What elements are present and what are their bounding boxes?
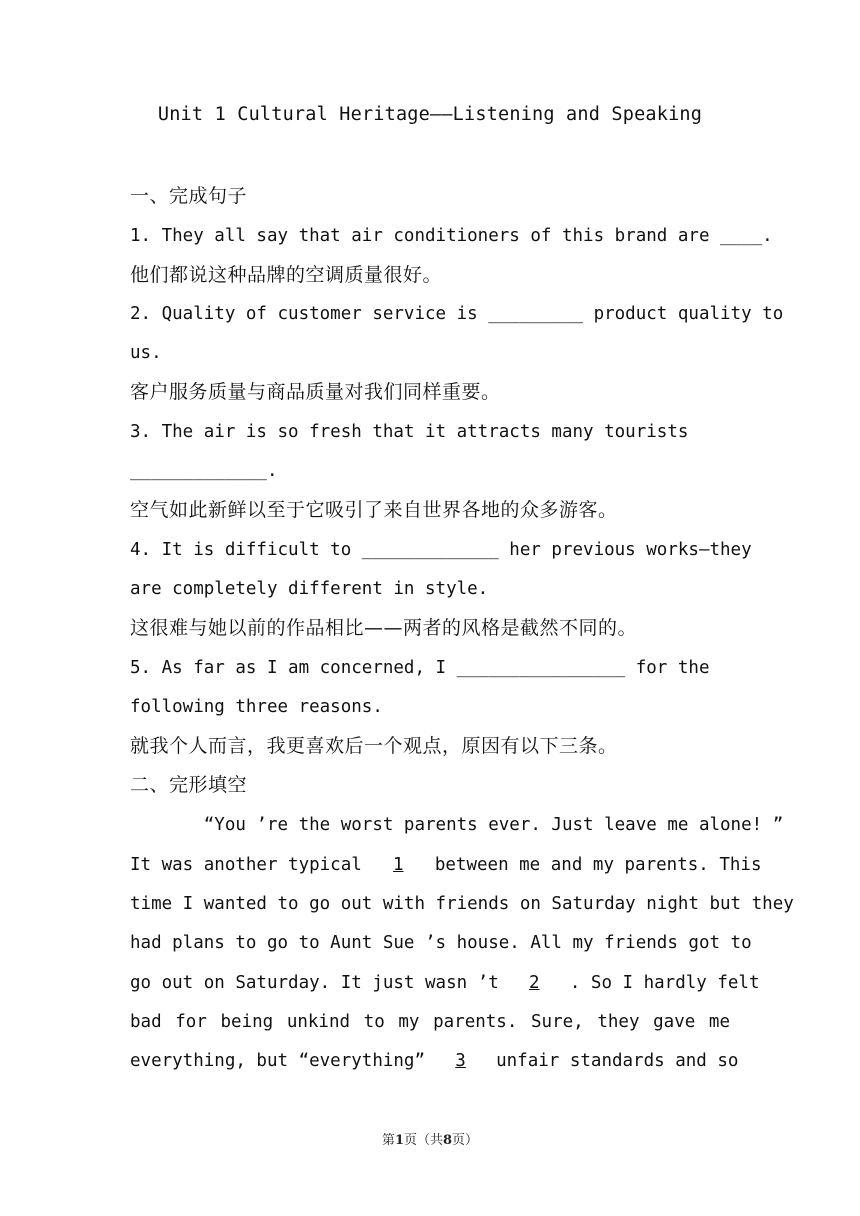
q3-english-line1: 3. The air is so fresh that it attracts many tourists bbox=[130, 422, 689, 442]
q5-english-line2: following three reasons. bbox=[130, 697, 383, 717]
section1-heading: 一、完成句子 bbox=[130, 185, 248, 207]
section2-heading: 二、完形填空 bbox=[130, 774, 248, 796]
cloze-text: It was another typical bbox=[130, 855, 373, 875]
cloze-line-5 bbox=[130, 971, 760, 995]
cloze-line-7 bbox=[130, 1049, 739, 1073]
q4-chinese: 这很难与她以前的作品相比——两者的风格是截然不同的。 bbox=[130, 617, 638, 639]
q3-chinese: 空气如此新鲜以至于它吸引了来自世界各地的众多游客。 bbox=[130, 499, 618, 521]
q3-english-line2: _____________. bbox=[130, 461, 278, 481]
cloze-text: everything, but “everything” bbox=[130, 1051, 436, 1071]
footer-prefix: 第 bbox=[381, 1133, 395, 1148]
cloze-text: go out on Saturday. It just wasn ’t bbox=[130, 973, 510, 993]
q4-english-line2: are completely different in style. bbox=[130, 579, 489, 599]
q2-english-line1: 2. Quality of customer service is _________ product quality to bbox=[130, 304, 784, 324]
cloze-line-1: “You ’re the worst parents ever. Just leave me alone! ” bbox=[130, 815, 784, 835]
q2-chinese: 客户服务质量与商品质量对我们同样重要。 bbox=[130, 381, 501, 403]
q5-chinese: 就我个人而言，我更喜欢后一个观点，原因有以下三条。 bbox=[130, 735, 618, 757]
cloze-line-6: bad for being unkind to my parents. Sure, they gave me bbox=[130, 1012, 730, 1032]
q1-english: 1. They all say that air conditioners of this brand are ____. bbox=[130, 226, 773, 246]
cloze-line-2 bbox=[130, 853, 762, 877]
cloze-blank-2: 2 bbox=[529, 973, 540, 993]
q1-chinese: 他们都说这种品牌的空调质量很好。 bbox=[130, 264, 443, 286]
q2-english-line2: us. bbox=[130, 343, 162, 363]
footer-page-number: 1 bbox=[394, 1133, 404, 1148]
q4-english-line1: 4. It is difficult to _____________ her previous works—they bbox=[130, 540, 752, 560]
page-title: Unit 1 Cultural Heritage——Listening and Speaking bbox=[157, 104, 703, 125]
cloze-blank-3: 3 bbox=[455, 1051, 466, 1071]
cloze-line-3: time I wanted to go out with friends on Saturday night but they bbox=[130, 894, 794, 914]
cloze-text: . So I hardly felt bbox=[559, 973, 760, 993]
q5-english-line1: 5. As far as I am concerned, I ________________ for the bbox=[130, 658, 710, 678]
footer-suffix: 页） bbox=[452, 1133, 479, 1148]
cloze-text: between me and my parents. This bbox=[424, 855, 762, 875]
cloze-text: unfair standards and so bbox=[485, 1051, 739, 1071]
footer-total-pages: 8 bbox=[443, 1133, 453, 1148]
footer-mid: 页（共 bbox=[403, 1133, 443, 1148]
cloze-line-4: had plans to go to Aunt Sue ’s house. All my friends got to bbox=[130, 933, 752, 953]
page-footer bbox=[0, 1129, 860, 1148]
cloze-blank-1: 1 bbox=[393, 855, 404, 875]
